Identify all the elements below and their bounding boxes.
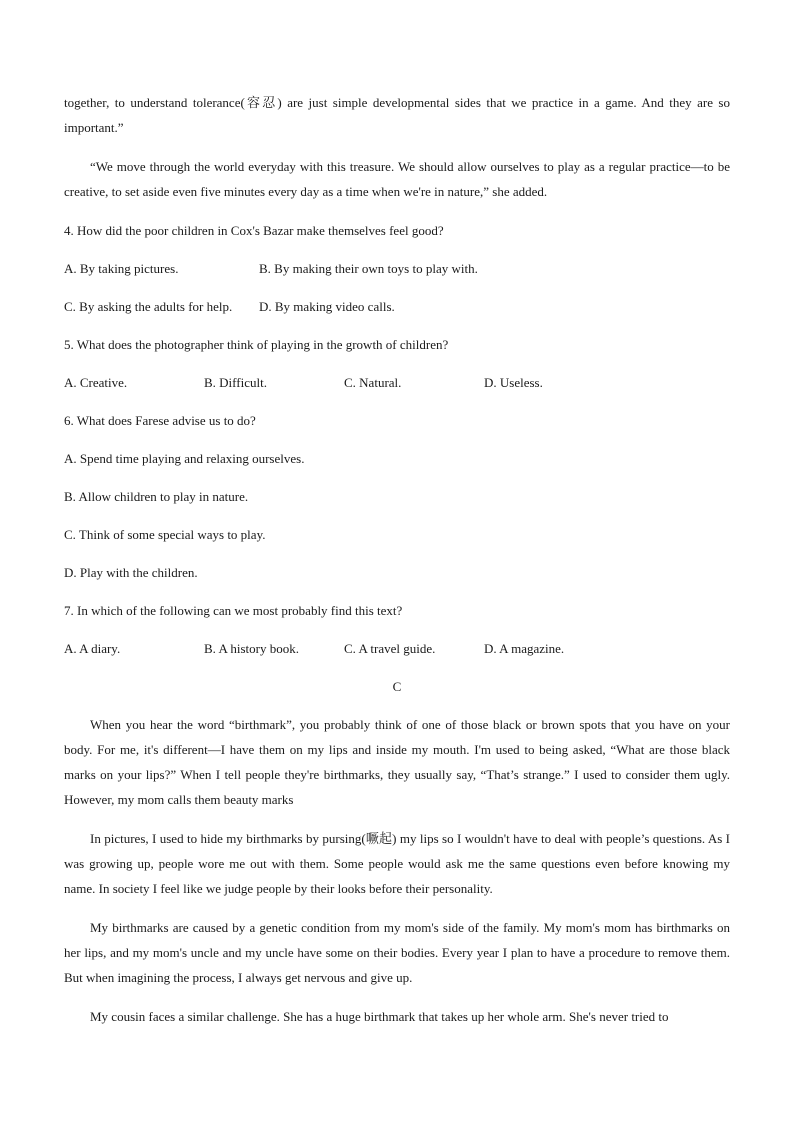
question-5-stem: 5. What does the photographer think of playing in the growth of children? [64, 337, 449, 352]
question-7-options [64, 636, 730, 661]
question-7-option-b: B. A history book. [204, 641, 299, 656]
question-4-option-a: A. By taking pictures. [64, 261, 179, 276]
section-c-paragraph: My birthmarks are caused by a genetic condition from my mom's side of the family. My mom's mom has birthmarks on her lips, and my mom's uncle and my uncle have some on their bodies. Every year I plan to have a procedure to remove them. But when imagining the process, I always get nervous and give up. [64, 920, 730, 985]
question-6-option-c: C. Think of some special ways to play. [64, 527, 266, 542]
question-7-option-d: D. A magazine. [484, 641, 565, 656]
section-c-paragraph: My cousin faces a similar challenge. She has a huge birthmark that takes up her whole arm. She's never tried to [90, 1009, 669, 1024]
question-4-option-d: D. By making video calls. [259, 299, 395, 314]
passage-b-paragraph: together, to understand tolerance(容忍) are just simple developmental sides that we practice in a game. And they are so important.” [64, 95, 730, 135]
question-4-options-row-2 [64, 294, 730, 319]
question-6-option-d: D. Play with the children. [64, 565, 198, 580]
question-5-option-a: A. Creative. [64, 375, 128, 390]
section-c-heading: C [392, 679, 402, 694]
section-c-paragraph: In pictures, I used to hide my birthmarks by pursing(噘起) my lips so I wouldn't have to deal with people’s questions. As I was growing up, people wore me out with them. Some people would ask me the same questions even before knowing my name. In society I feel like we judge people by their looks before their personality. [64, 831, 730, 896]
question-5-options [64, 370, 730, 395]
question-6-option-b: B. Allow children to play in nature. [64, 489, 249, 504]
question-6-stem: 6. What does Farese advise us to do? [64, 413, 256, 428]
question-7-option-a: A. A diary. [64, 641, 121, 656]
section-c-paragraph: When you hear the word “birthmark”, you probably think of one of those black or brown spots that you have on your body. For me, it's different—I have them on my lips and inside my mouth. I'm used to being asked, “What are those black marks on your lips?” When I tell people they're birthmarks, they usually say, “That’s strange.” I used to consider them ugly. However, my mom calls them beauty marks [64, 717, 730, 807]
document-page [64, 90, 730, 1043]
question-6-option-a: A. Spend time playing and relaxing ourselves. [64, 451, 305, 466]
question-7-option-c: C. A travel guide. [344, 641, 436, 656]
question-7-stem: 7. In which of the following can we most probably find this text? [64, 603, 403, 618]
question-4-option-b: B. By making their own toys to play with. [259, 261, 478, 276]
passage-b-paragraph: “We move through the world everyday with this treasure. We should allow ourselves to play as a regular practice—to be creative, to set aside even five minutes every day as a time when we're in nature,” she added. [64, 159, 730, 199]
question-5-option-c: C. Natural. [344, 375, 402, 390]
question-5-option-b: B. Difficult. [204, 375, 267, 390]
question-4-option-c: C. By asking the adults for help. [64, 299, 233, 314]
question-5-option-d: D. Useless. [484, 375, 543, 390]
question-4-options-row-1 [64, 256, 730, 281]
question-4-stem: 4. How did the poor children in Cox's Bazar make themselves feel good? [64, 223, 444, 238]
